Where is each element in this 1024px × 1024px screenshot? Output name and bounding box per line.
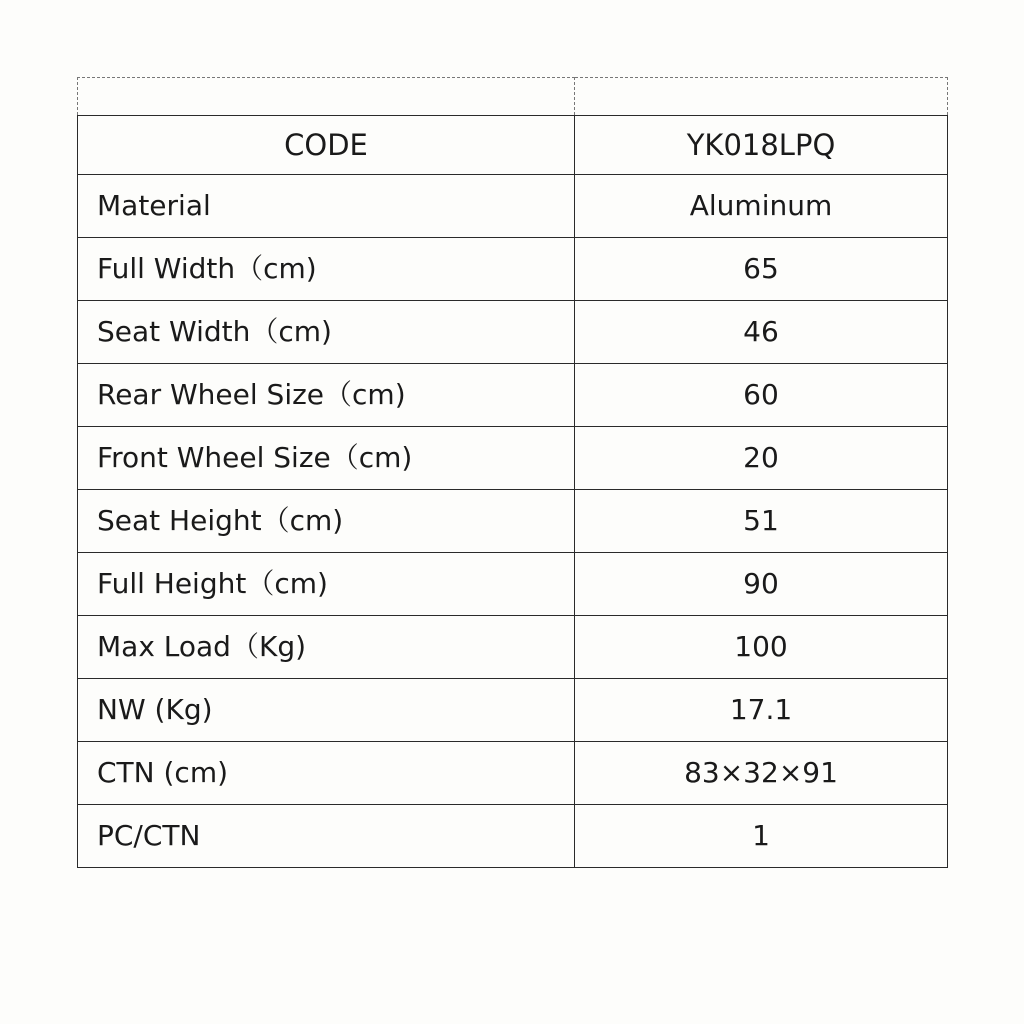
- table-row: [78, 805, 948, 868]
- table-row: [78, 742, 948, 805]
- row-label: Max Load（Kg): [78, 616, 575, 679]
- table-row: [78, 238, 948, 301]
- row-value: 20: [575, 427, 948, 490]
- table-row: [78, 427, 948, 490]
- table-row: [78, 490, 948, 553]
- blank-cell: [78, 78, 575, 116]
- row-label: CTN (cm): [78, 742, 575, 805]
- row-label: Full Height（cm): [78, 553, 575, 616]
- table-header-row: [78, 116, 948, 175]
- row-label: PC/CTN: [78, 805, 575, 868]
- row-label: Full Width（cm): [78, 238, 575, 301]
- table-row: [78, 679, 948, 742]
- row-label: NW (Kg): [78, 679, 575, 742]
- table-row: [78, 364, 948, 427]
- row-value: 90: [575, 553, 948, 616]
- row-value: 100: [575, 616, 948, 679]
- code-label: CODE: [78, 116, 575, 175]
- row-value: 17.1: [575, 679, 948, 742]
- row-value: 83×32×91: [575, 742, 948, 805]
- blank-top-row: [78, 78, 948, 116]
- row-label: Rear Wheel Size（cm): [78, 364, 575, 427]
- row-value: 60: [575, 364, 948, 427]
- row-value: 65: [575, 238, 948, 301]
- row-value: 1: [575, 805, 948, 868]
- row-label: Front Wheel Size（cm): [78, 427, 575, 490]
- table-row: [78, 175, 948, 238]
- row-value: Aluminum: [575, 175, 948, 238]
- row-value: 46: [575, 301, 948, 364]
- row-value: 51: [575, 490, 948, 553]
- table-row: [78, 553, 948, 616]
- table-row: [78, 616, 948, 679]
- row-label: Material: [78, 175, 575, 238]
- table-row: [78, 301, 948, 364]
- blank-cell: [575, 78, 948, 116]
- code-value: YK018LPQ: [575, 116, 948, 175]
- row-label: Seat Height（cm): [78, 490, 575, 553]
- row-label: Seat Width（cm): [78, 301, 575, 364]
- spec-table: [77, 77, 948, 868]
